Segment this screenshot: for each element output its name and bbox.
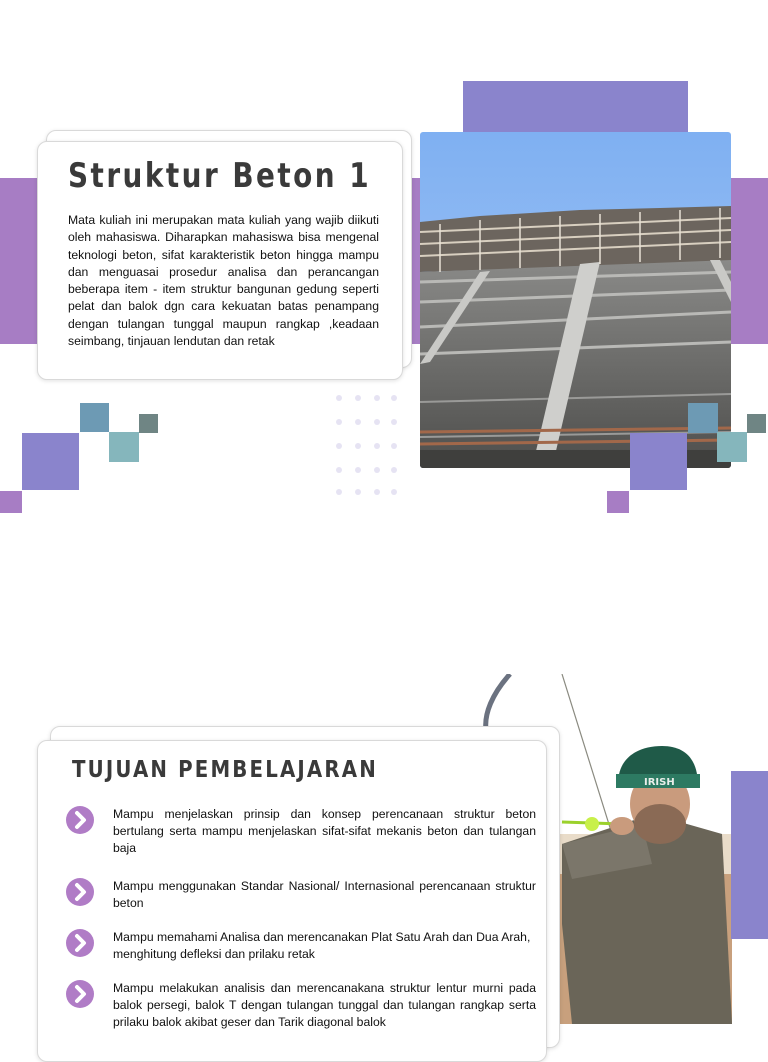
- objectives-heading: TUJUAN PEMBELAJARAN: [72, 757, 378, 783]
- objective-text: Mampu menjelaskan prinsip dan konsep perencanaan struktur beton bertulang serta mampu menjelaskan sifat-sifat mekanis beton dan tulangan baja: [113, 807, 536, 855]
- deco-right-purple-bar-bottom: [731, 771, 768, 939]
- deco-square-teal-left: [80, 403, 109, 432]
- deco-dot-grid: [336, 395, 398, 495]
- course-description: Mata kuliah ini merupakan mata kuliah yang wajib diikuti oleh mahasiswa. Diharapkan mahasiswa bisa mengenal teknologi beton, sifat karakteristik beton hingga mampu dan menguasai prosedur analisa dan perancangan beberapa item - item struktur bangunan gedung seperti pelat dan balok dgn cara kekuatan batas penampang dengan tulangan tunggal maupun rangkap ,keadaan seimbang, tinjauan lendutan dan retak: [68, 213, 379, 349]
- deco-square-slate-photo: [747, 414, 766, 433]
- chevron-right-icon: [66, 806, 94, 834]
- deco-top-purple-block: [463, 81, 688, 133]
- objective-text: Mampu memahami Analisa dan merencanakan Plat Satu Arah dan Dua Arah, menghitung defleksi dan prilaku retak: [113, 930, 531, 961]
- deco-square-tealight-left: [109, 432, 139, 462]
- deco-square-small-left: [0, 491, 22, 513]
- course-card: [37, 141, 403, 380]
- deco-square-slate-left: [139, 414, 158, 433]
- deco-right-purple-bar: [726, 178, 768, 344]
- beanie-text: IRISH: [644, 777, 675, 788]
- deco-square-teal-photo: [688, 403, 718, 433]
- course-title: Struktur Beton 1: [68, 156, 372, 196]
- building-photo: [420, 132, 731, 468]
- deco-left-purple-bar: [0, 178, 40, 344]
- deco-square-small-photo: [607, 491, 629, 513]
- deco-square-tealight-photo: [717, 432, 747, 462]
- objective-text: Mampu melakukan analisis dan merencanakana struktur lentur murni pada balok persegi, balok T dengan tulangan tunggal dan tulangan rangkap serta prilaku balok akibat geser dan Tarik diagonal balok: [113, 981, 536, 1029]
- chevron-right-icon: [66, 980, 94, 1008]
- objective-text: Mampu menggunakan Standar Nasional/ Internasional perencanaan struktur beton: [113, 879, 536, 910]
- chevron-right-icon: [66, 929, 94, 957]
- deco-square-purple-photo: [630, 433, 687, 490]
- deco-square-purple-left: [22, 433, 79, 490]
- building-illustration: [420, 132, 731, 468]
- chevron-right-icon: [66, 878, 94, 906]
